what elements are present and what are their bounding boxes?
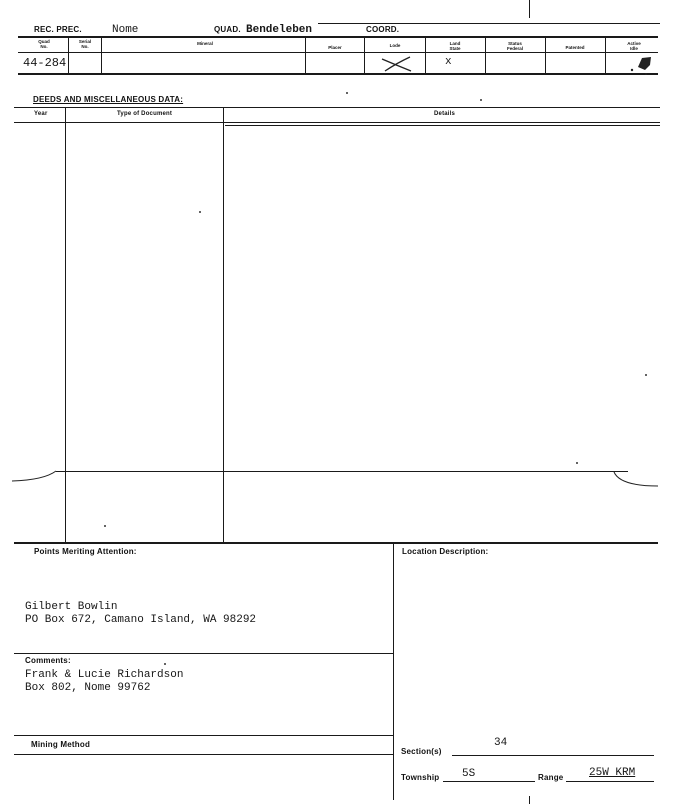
points-name: Gilbert Bowlin — [25, 601, 118, 613]
col-divider — [425, 37, 426, 74]
col-header-placer: Placer — [328, 45, 342, 50]
col-divider — [605, 37, 606, 74]
land-state-value: x — [445, 56, 452, 68]
col-header-mineral: Mineral — [197, 41, 213, 46]
deeds-col-divider — [65, 108, 66, 542]
section-label: Section(s) — [401, 747, 442, 756]
township-underline — [443, 781, 535, 782]
col-header-land-state: Land State — [449, 41, 461, 51]
col-divider — [101, 37, 102, 74]
claim-table-header-bottom — [18, 52, 658, 53]
township-label: Township — [401, 773, 440, 782]
claim-table-bottom — [18, 73, 658, 75]
deeds-col-type: Type of Document — [117, 111, 173, 117]
speck — [164, 663, 166, 665]
bottom-section-top — [14, 542, 658, 544]
col-divider — [305, 37, 306, 74]
col-divider — [364, 37, 365, 74]
speck — [104, 525, 106, 527]
comments-name: Frank & Lucie Richardson — [25, 669, 184, 681]
page-fold-line — [56, 471, 628, 472]
col-header-active-idle: Active Idle — [627, 41, 641, 51]
comments-top-line — [14, 653, 394, 654]
points-address: PO Box 672, Camano Island, WA 98292 — [25, 614, 257, 626]
deeds-section-title: DEEDS AND MISCELLANEOUS DATA: — [33, 95, 184, 104]
bottom-section-divider — [393, 544, 394, 800]
col-header-status-federal: Status Federal — [506, 41, 523, 51]
active-idle-mark — [624, 55, 654, 77]
claim-table-top — [18, 36, 658, 38]
bottom-tick — [529, 796, 530, 804]
range-value: 25W KRM — [589, 767, 636, 779]
comments-label: Comments: — [25, 656, 71, 665]
points-label: Points Meriting Attention: — [34, 547, 137, 556]
rec-prec-value: Nome — [112, 24, 139, 36]
range-underline — [566, 781, 654, 782]
col-divider — [545, 37, 546, 74]
speck — [346, 92, 348, 94]
col-divider — [485, 37, 486, 74]
mining-top-line — [14, 735, 394, 736]
mining-bottom-line — [14, 754, 394, 755]
rec-prec-label: REC. PREC. — [34, 25, 82, 34]
lode-check-mark — [380, 53, 414, 73]
mining-method-label: Mining Method — [31, 740, 91, 749]
page-fold-curl — [612, 466, 660, 490]
col-header-patented: Patented — [565, 45, 585, 50]
col-header-quad-no: Quad No. — [38, 39, 50, 49]
comments-address: Box 802, Nome 99762 — [25, 682, 151, 694]
speck — [480, 99, 482, 101]
range-label: Range — [538, 773, 564, 782]
location-label: Location Description: — [402, 547, 489, 556]
deeds-header-bottom — [14, 122, 660, 123]
quad-no-value: 44-284 — [23, 56, 67, 70]
col-header-lode: Lode — [389, 43, 401, 48]
township-value: 5S — [462, 768, 476, 780]
speck — [199, 211, 201, 213]
speck — [576, 462, 578, 464]
coord-label: COORD. — [366, 25, 400, 34]
header-top-line — [318, 23, 660, 24]
deeds-col-details: Details — [434, 111, 456, 117]
deeds-col-year: Year — [34, 111, 48, 117]
speck — [645, 374, 647, 376]
col-header-serial-no: Serial No. — [78, 39, 92, 49]
deeds-col-divider — [223, 108, 224, 542]
section-underline — [452, 755, 654, 756]
col-divider — [68, 37, 69, 74]
deeds-subline — [225, 125, 660, 126]
deeds-table-top — [14, 107, 660, 108]
quad-value: Bendeleben — [246, 24, 313, 36]
top-tick — [529, 0, 530, 18]
section-value: 34 — [494, 737, 508, 749]
quad-label: QUAD. — [214, 25, 241, 34]
page-fold-curl — [10, 465, 62, 483]
